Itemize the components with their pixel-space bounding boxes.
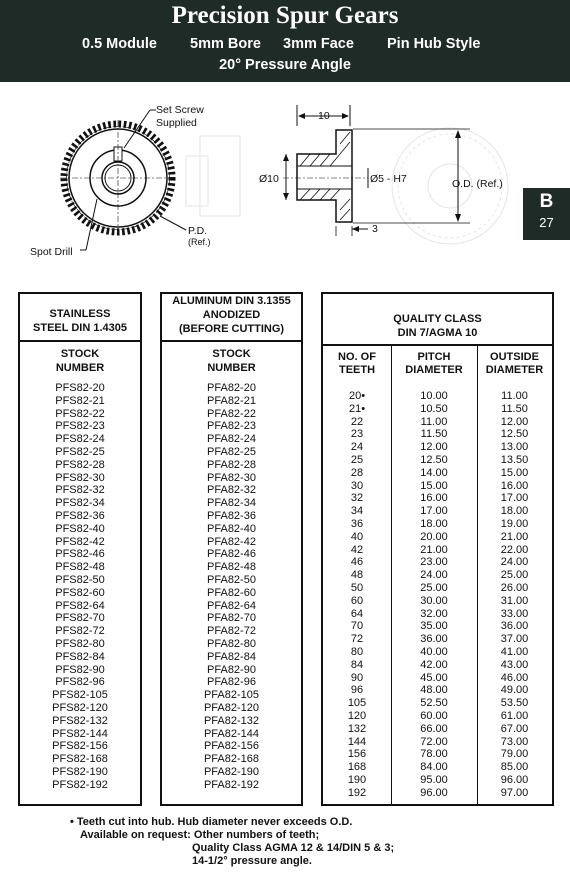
outside-diameter-cell: 53.50 — [500, 697, 529, 710]
steel-stock-cell: PFS82-90 — [55, 663, 105, 676]
teeth-cell: 36 — [350, 517, 364, 530]
pitch-diameter-cell: 30.00 — [420, 594, 448, 607]
teeth-cell: 192 — [347, 786, 367, 799]
pd-label: P.D. — [188, 225, 208, 237]
steel-stock-cell: PFS82-84 — [55, 650, 105, 663]
gear-side-view — [283, 105, 470, 236]
hub-diameter-label: Ø10 — [259, 173, 279, 185]
outside-diameter-cell: 19.00 — [500, 517, 529, 530]
steel-stock-cell: PFS82-120 — [52, 701, 108, 714]
outside-diameter-cell: 61.00 — [500, 709, 529, 722]
face-width-label: 3 — [372, 223, 378, 235]
steel-stock-cell: PFS82-23 — [55, 420, 105, 433]
steel-stock-cell: PFS82-156 — [52, 740, 108, 753]
note-line-1: • Teeth cut into hub. Hub diameter never exceeds O.D. — [70, 816, 353, 828]
outside-diameter-cell: 97.00 — [500, 786, 529, 799]
aluminum-stock-cell: PFA82-34 — [207, 497, 256, 510]
steel-stock-cell: PFS82-168 — [52, 753, 108, 766]
aluminum-stock-cell: PFA82-144 — [203, 727, 260, 740]
aluminum-header-3: (BEFORE CUTTING) — [178, 323, 285, 335]
face-text: 3mm Face — [283, 36, 354, 52]
aluminum-stock-cell: PFA82-25 — [207, 445, 256, 458]
gear-diagram — [0, 96, 570, 276]
pitch-diameter-cell: 18.00 — [420, 517, 448, 530]
pitch-diameter-cell: 52.50 — [420, 697, 448, 710]
aluminum-stock-cell: PFA82-22 — [207, 407, 256, 420]
aluminum-stock-cell: PFA82-105 — [203, 689, 260, 702]
teeth-cell: 80 — [350, 645, 364, 658]
quality-header-1: QUALITY CLASS — [393, 313, 482, 325]
steel-stock-cell: PFS82-40 — [55, 522, 105, 535]
steel-stock-cell: PFS82-36 — [55, 509, 105, 522]
outside-diameter-column — [477, 390, 552, 800]
pitch-diameter-cell: 36.00 — [420, 633, 448, 646]
outside-diameter-cell: 49.00 — [500, 684, 529, 697]
outside-header-1: OUTSIDE — [490, 351, 539, 363]
teeth-cell: 28 — [350, 466, 364, 479]
steel-stock-cell: PFS82-32 — [55, 484, 105, 497]
teeth-cell: 84 — [350, 658, 364, 671]
teeth-header-2: TEETH — [338, 364, 376, 376]
bore-text: 5mm Bore — [190, 36, 261, 52]
outside-diameter-cell: 16.00 — [500, 479, 529, 492]
steel-stock-column — [20, 382, 140, 792]
teeth-cell: 168 — [347, 761, 367, 774]
outside-diameter-cell: 12.00 — [500, 415, 529, 428]
teeth-header — [323, 351, 391, 377]
teeth-cell: 156 — [347, 748, 367, 761]
steel-stock-cell: PFS82-96 — [55, 676, 105, 689]
pitch-diameter-cell: 15.00 — [420, 479, 448, 492]
aluminum-stock-cell: PFA82-48 — [207, 561, 256, 574]
page-title: Precision Spur Gears — [171, 2, 399, 29]
teeth-cell: 20• — [348, 390, 366, 402]
aluminum-stock-cell: PFA82-32 — [207, 484, 256, 497]
teeth-cell: 105 — [347, 697, 367, 710]
aluminum-col-header-2: NUMBER — [207, 362, 256, 374]
aluminum-stock-cell: PFA82-70 — [207, 612, 256, 625]
steel-stock-cell: PFS82-21 — [55, 394, 105, 407]
module-text: 0.5 Module — [82, 36, 157, 52]
section-letter: B — [539, 191, 554, 212]
pitch-diameter-cell: 20.00 — [420, 530, 448, 543]
pitch-header-2: DIAMETER — [405, 364, 463, 376]
note-line-4: 14-1/2° pressure angle. — [192, 855, 312, 867]
aluminum-stock-cell: PFA82-20 — [207, 382, 256, 394]
aluminum-table — [160, 292, 303, 806]
outside-diameter-cell: 36.00 — [500, 620, 529, 633]
outside-diameter-cell: 96.00 — [500, 773, 529, 786]
outside-diameter-cell: 13.00 — [500, 441, 529, 454]
teeth-cell: 34 — [350, 505, 364, 518]
pitch-diameter-cell: 21.00 — [420, 543, 448, 556]
aluminum-stock-cell: PFA82-28 — [207, 458, 256, 471]
outside-diameter-cell: 73.00 — [500, 735, 529, 748]
pitch-header-1: PITCH — [417, 351, 451, 363]
outside-diameter-cell: 13.50 — [500, 453, 529, 466]
spot-drill-label: Spot Drill — [30, 246, 73, 258]
outside-diameter-cell: 85.00 — [500, 761, 529, 774]
steel-stock-cell: PFS82-144 — [52, 727, 108, 740]
teeth-cell: 120 — [347, 709, 367, 722]
outside-diameter-cell: 22.00 — [500, 543, 529, 556]
pitch-diameter-cell: 60.00 — [420, 709, 448, 722]
outside-diameter-cell: 11.50 — [501, 402, 528, 415]
aluminum-stock-cell: PFA82-72 — [207, 625, 256, 638]
aluminum-header-2: ANODIZED — [202, 309, 261, 321]
steel-stock-cell: PFS82-48 — [55, 561, 105, 574]
quality-header-2: DIN 7/AGMA 10 — [397, 327, 478, 339]
outside-diameter-cell: 33.00 — [500, 607, 529, 620]
pitch-diameter-cell: 24.00 — [420, 569, 448, 582]
teeth-cell: 132 — [347, 722, 367, 735]
teeth-cell: 30 — [350, 479, 364, 492]
pitch-diameter-cell: 42.00 — [420, 658, 448, 671]
teeth-cell: 21• — [348, 402, 366, 415]
aluminum-stock-cell: PFA82-50 — [207, 573, 256, 586]
outside-diameter-cell: 11.00 — [501, 390, 528, 402]
pitch-diameter-cell: 11.00 — [420, 415, 448, 428]
steel-col-header-1: STOCK — [60, 348, 100, 360]
aluminum-stock-cell: PFA82-120 — [203, 701, 260, 714]
teeth-cell: 22 — [350, 415, 364, 428]
pitch-diameter-cell: 14.00 — [420, 466, 448, 479]
pitch-diameter-cell: 95.00 — [420, 773, 448, 786]
divider — [323, 344, 552, 346]
steel-stock-cell: PFS82-24 — [55, 433, 105, 446]
divider — [20, 340, 140, 342]
aluminum-stock-cell: PFA82-46 — [207, 548, 256, 561]
aluminum-stock-cell: PFA82-60 — [207, 586, 256, 599]
pitch-diameter-cell: 11.50 — [420, 428, 448, 441]
teeth-cell: 190 — [347, 773, 367, 786]
note-line-2: Available on request: Other numbers of teeth; — [80, 829, 320, 841]
aluminum-stock-cell: PFA82-64 — [207, 599, 256, 612]
teeth-cell: 60 — [350, 594, 364, 607]
pitch-diameter-cell: 16.00 — [420, 492, 448, 505]
steel-stock-cell: PFS82-190 — [52, 765, 108, 778]
steel-stock-cell: PFS82-60 — [55, 586, 105, 599]
aluminum-stock-cell: PFA82-42 — [207, 535, 256, 548]
teeth-cell: 144 — [347, 735, 367, 748]
outside-diameter-cell: 43.00 — [500, 658, 529, 671]
outside-diameter-cell: 79.00 — [500, 748, 529, 761]
pitch-header — [391, 351, 477, 377]
teeth-cell: 90 — [350, 671, 364, 684]
steel-header-2: STEEL DIN 1.4305 — [33, 322, 127, 334]
teeth-cell: 42 — [350, 543, 364, 556]
teeth-cell: 50 — [350, 581, 364, 594]
teeth-cell: 24 — [350, 441, 364, 454]
pitch-diameter-cell: 10.50 — [420, 402, 448, 415]
aluminum-stock-cell: PFA82-96 — [207, 676, 256, 689]
aluminum-stock-cell: PFA82-21 — [207, 394, 256, 407]
pitch-diameter-cell: 78.00 — [420, 748, 448, 761]
teeth-cell: 96 — [350, 684, 364, 697]
steel-stock-cell: PFS82-22 — [55, 407, 105, 420]
steel-stock-cell: PFS82-64 — [55, 599, 105, 612]
steel-stock-cell: PFS82-46 — [55, 548, 105, 561]
stainless-steel-table — [18, 292, 142, 806]
steel-stock-cell: PFS82-80 — [55, 637, 105, 650]
pitch-diameter-cell: 23.00 — [420, 556, 448, 569]
steel-stock-cell: PFS82-42 — [55, 535, 105, 548]
pitch-diameter-cell: 66.00 — [420, 722, 448, 735]
steel-stock-cell: PFS82-192 — [52, 778, 108, 791]
aluminum-stock-cell: PFA82-40 — [207, 522, 256, 535]
teeth-cell: 25 — [350, 453, 364, 466]
aluminum-stock-cell: PFA82-190 — [203, 765, 260, 778]
outside-diameter-cell: 67.00 — [500, 722, 529, 735]
aluminum-header-1: ALUMINUM DIN 3.1355 — [172, 295, 291, 307]
teeth-cell: 64 — [350, 607, 364, 620]
pitch-diameter-cell: 40.00 — [420, 645, 448, 658]
steel-stock-cell: PFS82-72 — [55, 625, 105, 638]
outside-diameter-cell: 24.00 — [500, 556, 529, 569]
style-text: Pin Hub Style — [387, 36, 481, 52]
teeth-cell: 70 — [350, 620, 364, 633]
outside-diameter-cell: 15.00 — [500, 466, 529, 479]
set-screw-label-2: Supplied — [156, 117, 197, 129]
outside-diameter-cell: 26.00 — [500, 581, 529, 594]
pitch-diameter-cell: 45.00 — [420, 671, 448, 684]
steel-stock-cell: PFS82-34 — [55, 497, 105, 510]
pitch-diameter-cell: 84.00 — [420, 761, 448, 774]
aluminum-stock-cell: PFA82-168 — [203, 753, 260, 766]
hub-length-label: 10 — [318, 110, 330, 122]
outside-diameter-cell: 25.00 — [500, 569, 529, 582]
pitch-diameter-cell: 72.00 — [420, 735, 448, 748]
pitch-diameter-cell: 12.00 — [420, 441, 448, 454]
outside-header — [477, 351, 552, 377]
pd-ref-label: (Ref.) — [188, 237, 211, 247]
outside-diameter-cell: 46.00 — [500, 671, 529, 684]
pitch-diameter-cell: 10.00 — [420, 390, 448, 402]
aluminum-stock-cell: PFA82-84 — [207, 650, 256, 663]
outside-header-2: DIAMETER — [485, 364, 544, 376]
aluminum-stock-cell: PFA82-23 — [207, 420, 256, 433]
pitch-diameter-cell: 48.00 — [420, 684, 448, 697]
outside-diameter-cell: 31.00 — [500, 594, 529, 607]
teeth-cell: 23 — [350, 428, 364, 441]
steel-stock-cell: PFS82-20 — [55, 382, 105, 394]
section-page-number: 27 — [539, 215, 554, 230]
divider — [162, 340, 301, 342]
outside-diameter-cell: 18.00 — [500, 505, 529, 518]
footnotes — [70, 816, 394, 868]
outside-diameter-cell: 17.00 — [500, 492, 529, 505]
bore-diameter-label: Ø5 - H7 — [370, 173, 407, 185]
steel-stock-cell: PFS82-28 — [55, 458, 105, 471]
teeth-cell: 46 — [350, 556, 364, 569]
pressure-angle-text: 20° Pressure Angle — [219, 57, 351, 73]
pitch-diameter-cell: 32.00 — [420, 607, 448, 620]
steel-stock-cell: PFS82-105 — [52, 689, 108, 702]
quality-class-table — [321, 292, 554, 806]
teeth-cell: 72 — [350, 633, 364, 646]
pitch-diameter-column — [391, 390, 477, 800]
teeth-cell: 32 — [350, 492, 364, 505]
teeth-cell: 48 — [350, 569, 364, 582]
steel-stock-cell: PFS82-50 — [55, 573, 105, 586]
aluminum-stock-cell: PFA82-24 — [207, 433, 256, 446]
teeth-cell: 40 — [350, 530, 364, 543]
outside-diameter-cell: 12.50 — [500, 428, 529, 441]
aluminum-stock-cell: PFA82-90 — [207, 663, 256, 676]
aluminum-stock-column — [162, 382, 301, 792]
aluminum-stock-cell: PFA82-132 — [203, 714, 260, 727]
steel-stock-cell: PFS82-70 — [55, 612, 105, 625]
set-screw-label: Set Screw — [156, 104, 204, 116]
pitch-diameter-cell: 17.00 — [420, 505, 448, 518]
steel-stock-cell: PFS82-30 — [55, 471, 105, 484]
outside-diameter-cell: 37.00 — [500, 633, 529, 646]
outside-diameter-cell: 41.00 — [500, 645, 529, 658]
pitch-diameter-cell: 12.50 — [420, 453, 448, 466]
header-banner — [0, 0, 570, 82]
gear-drawing — [0, 96, 570, 276]
steel-stock-cell: PFS82-25 — [55, 445, 105, 458]
steel-stock-cell: PFS82-132 — [52, 714, 108, 727]
pitch-diameter-cell: 35.00 — [420, 620, 448, 633]
gear-front-view — [60, 110, 186, 250]
steel-header-1: STAINLESS — [49, 308, 111, 320]
teeth-header-1: NO. OF — [338, 351, 376, 363]
teeth-column — [323, 390, 391, 800]
pitch-diameter-cell: 96.00 — [420, 786, 448, 799]
aluminum-col-header-1: STOCK — [212, 348, 251, 360]
aluminum-stock-cell: PFA82-156 — [203, 740, 260, 753]
pitch-diameter-cell: 25.00 — [420, 581, 448, 594]
aluminum-stock-cell: PFA82-80 — [207, 637, 256, 650]
outside-diameter-cell: 21.00 — [500, 530, 529, 543]
aluminum-stock-cell: PFA82-30 — [207, 471, 256, 484]
aluminum-stock-cell: PFA82-36 — [207, 509, 256, 522]
od-label: O.D. (Ref.) — [452, 178, 503, 190]
steel-col-header-2: NUMBER — [55, 362, 105, 374]
note-line-3: Quality Class AGMA 12 & 14/DIN 5 & 3; — [192, 842, 395, 854]
aluminum-stock-cell: PFA82-192 — [203, 778, 260, 791]
